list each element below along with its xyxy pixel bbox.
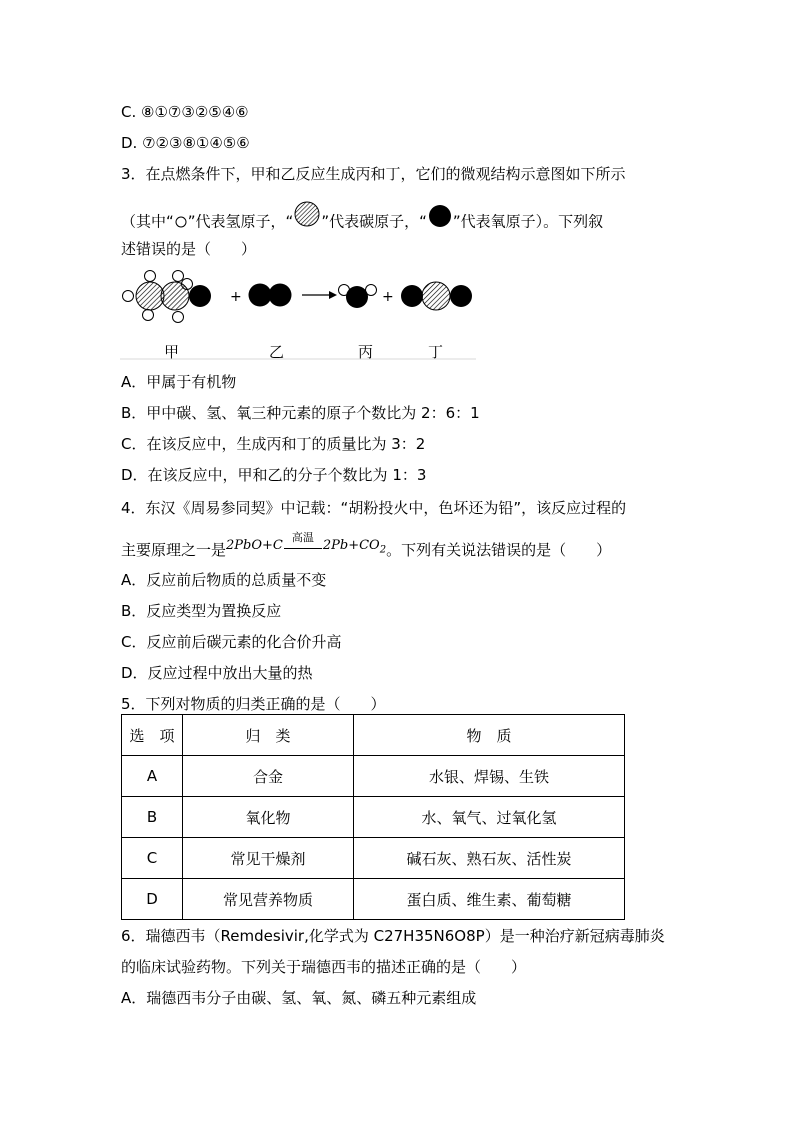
hydrogen-atom [123,291,134,302]
q5-stem: 5．下列对物质的归类正确的是（ ） [121,695,386,713]
reaction-diagram [120,266,480,362]
table-header-row [122,715,625,756]
carbon-atom [422,282,450,310]
oxygen-atom [249,284,272,307]
q3-option-b: B．甲中碳、氢、氧三种元素的原子个数比为 2：6：1 [121,404,480,422]
q2-option-d: D. ⑦②③⑧①④⑤⑥ [121,134,250,152]
carbon-atom [161,282,189,310]
oxygen-atom [189,285,211,307]
hydrogen-atom [143,310,154,321]
label-bing: 丙 [358,343,374,361]
q3-stem-line2: （其中“ ”代表氢原子，“ ”代表碳原子，“ ”代表氧原子）。下列叙 [121,209,603,235]
label-jia: 甲 [164,343,180,361]
table-row: D 常见营养物质 蛋白质、维生素、葡萄糖 [122,879,625,920]
q4-stem-line2: 主要原理之一是2PbO+C 高温 $2Pb+CO_2$。下列有关说法错误的是（ ） [121,531,612,559]
label-yi: 乙 [269,343,285,361]
carbon-atom [136,282,164,310]
molecule-yi [249,284,292,307]
oxygen-atom [346,286,368,308]
q4-option-b: B．反应类型为置换反应 [121,602,282,620]
oxygen-atom [450,285,472,307]
molecule-bing [339,285,377,309]
oxygen-atom-legend-icon [428,204,452,228]
header-category: 归 类 [183,715,354,756]
carbon-atom-legend-icon [294,201,320,227]
q4-option-c: C．反应前后碳元素的化合价升高 [121,633,342,651]
plus-sign-2: + [382,289,394,305]
q3-option-d: D．在该反应中，甲和乙的分子个数比为 1：3 [121,466,427,484]
classification-table [121,714,625,920]
oxygen-atom [401,285,423,307]
q3-stem-line1: 3．在点燃条件下，甲和乙反应生成丙和丁，它们的微观结构示意图如下所示 [121,165,626,183]
table-row: C 常见干燥剂 碱石灰、熟石灰、活性炭 [122,838,625,879]
q3-stem-line3: 述错误的是（ ） [121,240,257,258]
hydrogen-atom-legend-icon [175,216,187,228]
hydrogen-atom [173,271,184,282]
header-option: 选 项 [122,715,183,756]
oxygen-atom [269,284,292,307]
q6-stem-line1: 6．瑞德西韦（Remdesivir,化学式为 C27H35N6O8P）是一种治疗新冠病毒肺炎 [121,927,665,945]
table-row: A 合金 水银、焊锡、生铁 [122,756,625,797]
plus-sign-1: + [230,289,242,305]
molecule-ding [401,282,472,310]
q6-stem-line2: 的临床试验药物。下列关于瑞德西韦的描述正确的是（ ） [121,958,527,976]
q4-stem-line1: 4．东汉《周易参同契》中记载：“胡粉投火中，色坏还为铅”，该反应过程的 [121,499,627,517]
hydrogen-atom [173,312,184,323]
q3-option-c: C．在该反应中，生成丙和丁的质量比为 3：2 [121,435,426,453]
q3-option-a: A．甲属于有机物 [121,373,237,391]
q6-option-a: A．瑞德西韦分子由碳、氢、氧、氮、磷五种元素组成 [121,989,477,1007]
hydrogen-atom [145,271,156,282]
table-row: B 氧化物 水、氧气、过氧化氢 [122,797,625,838]
molecule-jia [123,271,212,323]
q4-option-d: D．反应过程中放出大量的热 [121,664,313,682]
chemical-equation: 2PbO+C 高温 $2Pb+CO_2$ [226,531,387,556]
reaction-arrow-icon [302,291,337,299]
label-ding: 丁 [428,343,444,361]
header-substances: 物 质 [354,715,625,756]
q4-option-a: A．反应前后物质的总质量不变 [121,571,327,589]
q2-option-c: C. ⑧①⑦③②⑤④⑥ [121,103,249,121]
